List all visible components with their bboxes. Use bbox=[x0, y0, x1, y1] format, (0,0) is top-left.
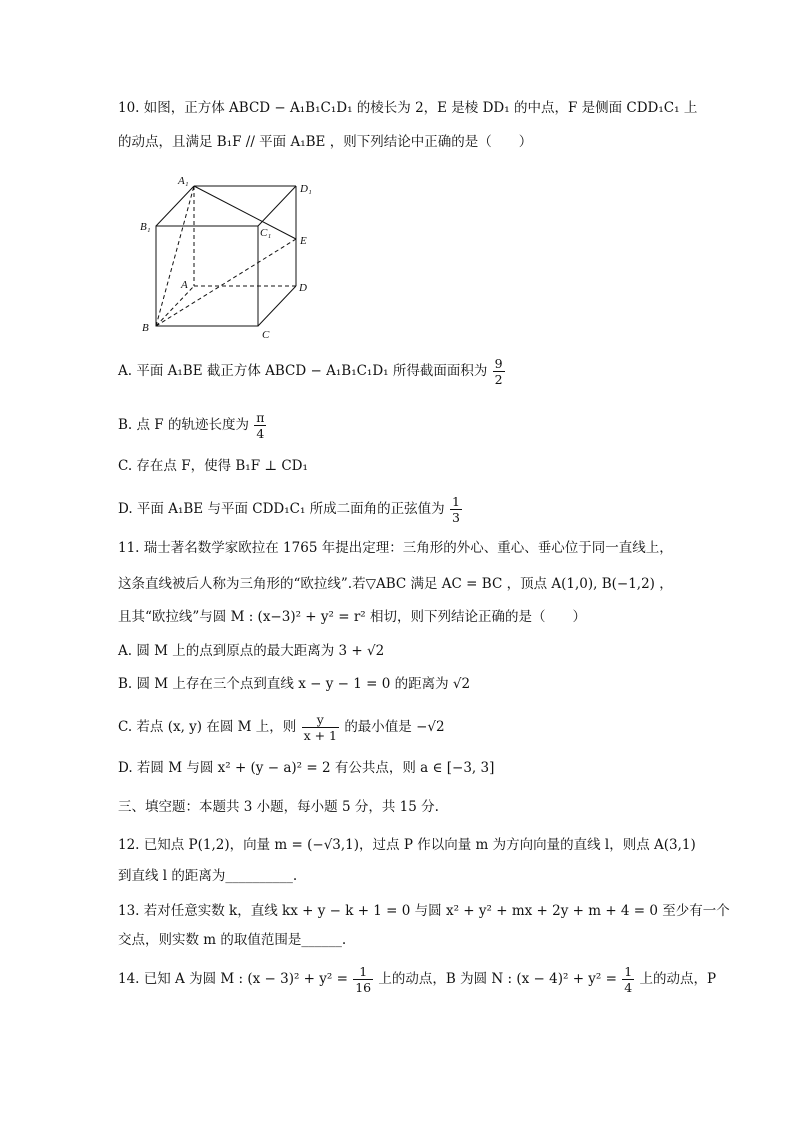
q14-fraction-1-denominator: 16 bbox=[355, 980, 372, 995]
label-C1: C₁ bbox=[260, 227, 272, 239]
edge-C-D bbox=[258, 286, 296, 326]
label-A1: A₁ bbox=[178, 175, 189, 187]
label-C: C bbox=[262, 329, 270, 341]
q12-stem-line2: 到直线 l 的距离为__________. bbox=[118, 868, 298, 884]
q14-post: 上的动点，P bbox=[639, 971, 717, 987]
q10-option-d-fraction bbox=[450, 494, 462, 525]
edge-C1-D1 bbox=[258, 186, 296, 226]
q14-fraction-2-denominator: 4 bbox=[624, 980, 633, 995]
q10-option-d-denominator: 3 bbox=[451, 510, 460, 525]
label-D1: D₁ bbox=[300, 183, 312, 195]
label-A: A bbox=[181, 279, 188, 291]
q10-option-d-text: D. 平面 A₁BE 与平面 CDD₁C₁ 所成二面角的正弦值为 bbox=[118, 501, 445, 517]
q10-option-a-text: A. 平面 A₁BE 截正方体 ABCD − A₁B₁C₁D₁ 所得截面面积为 bbox=[118, 363, 488, 379]
q10-option-b-denominator: 4 bbox=[256, 426, 265, 441]
q10-option-a-denominator: 2 bbox=[494, 372, 503, 387]
edge-B-A1 bbox=[156, 186, 194, 326]
q10-option-b-numerator: π bbox=[256, 410, 265, 425]
q14-fraction-2 bbox=[622, 964, 634, 995]
q11-option-c bbox=[118, 712, 445, 743]
q10-option-d bbox=[118, 494, 463, 525]
q10-stem-line2: 的动点，且满足 B₁F // 平面 A₁BE ，则下列结论中正确的是（ ） bbox=[118, 134, 533, 150]
label-B: B bbox=[142, 322, 149, 334]
q10-option-b bbox=[118, 410, 267, 441]
q10-option-d-numerator: 1 bbox=[451, 494, 460, 509]
q11-stem-line2: 这条直线被后人称为三角形的“欧拉线”.若▽ABC 满足 AC = BC ，顶点 A(1,0), B(−1,2) ， bbox=[118, 576, 673, 592]
q11-option-b: B. 圆 M 上存在三个点到直线 x − y − 1 = 0 的距离为 √2 bbox=[118, 676, 471, 692]
edge-A1-E bbox=[194, 186, 296, 239]
label-B1: B₁ bbox=[140, 221, 151, 233]
q10-option-a bbox=[118, 356, 506, 387]
q14-fraction-2-numerator: 1 bbox=[624, 964, 633, 979]
q10-option-b-text: B. 点 F 的轨迹长度为 bbox=[118, 417, 249, 433]
q14-fraction-1 bbox=[353, 964, 373, 995]
q14-fraction-1-numerator: 1 bbox=[353, 964, 373, 980]
q11-option-c-numerator: y bbox=[302, 712, 339, 728]
section-3-heading: 三、填空题：本题共 3 小题，每小题 5 分，共 15 分. bbox=[118, 799, 439, 815]
q14-stem-line1 bbox=[118, 964, 716, 995]
front-face bbox=[156, 226, 258, 326]
q10-option-a-numerator: 9 bbox=[494, 356, 503, 371]
q10-option-a-fraction bbox=[493, 356, 505, 387]
edge-B-E bbox=[156, 239, 296, 326]
q10-stem-line1: 10. 如图，正方体 ABCD − A₁B₁C₁D₁ 的棱长为 2，E 是棱 DD₁ 的中点，F 是侧面 CDD₁C₁ 上 bbox=[118, 100, 698, 116]
q10-option-b-fraction bbox=[254, 410, 266, 441]
q11-stem-line3: 且其“欧拉线”与圆 M : (x−3)² + y² = r² 相切，则下列结论正确的是（ ） bbox=[118, 609, 586, 625]
q10-option-c: C. 存在点 F，使得 B₁F ⊥ CD₁ bbox=[118, 458, 308, 474]
q11-option-a: A. 圆 M 上的点到原点的最大距离为 3 + √2 bbox=[118, 643, 385, 659]
edge-B1-A1 bbox=[156, 186, 194, 226]
q13-stem-line2: 交点，则实数 m 的取值范围是______. bbox=[118, 932, 347, 948]
q12-stem-line1: 12. 已知点 P(1,2)，向量 m = (−√3,1)，过点 P 作以向量 m 为方向向量的直线 l，则点 A(3,1) bbox=[118, 837, 696, 853]
q11-option-c-post: 的最小值是 −√2 bbox=[344, 719, 445, 735]
q11-option-c-denominator: x + 1 bbox=[303, 728, 338, 743]
q11-option-d: D. 若圆 M 与圆 x² + (y − a)² = 2 有公共点，则 a ∈ [−3, 3] bbox=[118, 760, 495, 776]
q14-pre: 14. 已知 A 为圆 M : (x − 3)² + y² = bbox=[118, 971, 348, 987]
q13-stem-line1: 13. 若对任意实数 k，直线 kx + y − k + 1 = 0 与圆 x² + y² + mx + 2y + m + 4 = 0 至少有一个 bbox=[118, 903, 730, 919]
label-D: D bbox=[299, 282, 307, 294]
cube-figure bbox=[136, 172, 326, 342]
q11-option-c-fraction bbox=[302, 712, 339, 743]
q11-stem-line1: 11. 瑞士著名数学家欧拉在 1765 年提出定理：三角形的外心、重心、垂心位于同一直线上， bbox=[118, 540, 673, 556]
label-E: E bbox=[300, 235, 307, 247]
q11-option-c-pre: C. 若点 (x, y) 在圆 M 上，则 bbox=[118, 719, 297, 735]
q14-mid: 上的动点，B 为圆 N : (x − 4)² + y² = bbox=[378, 971, 617, 987]
